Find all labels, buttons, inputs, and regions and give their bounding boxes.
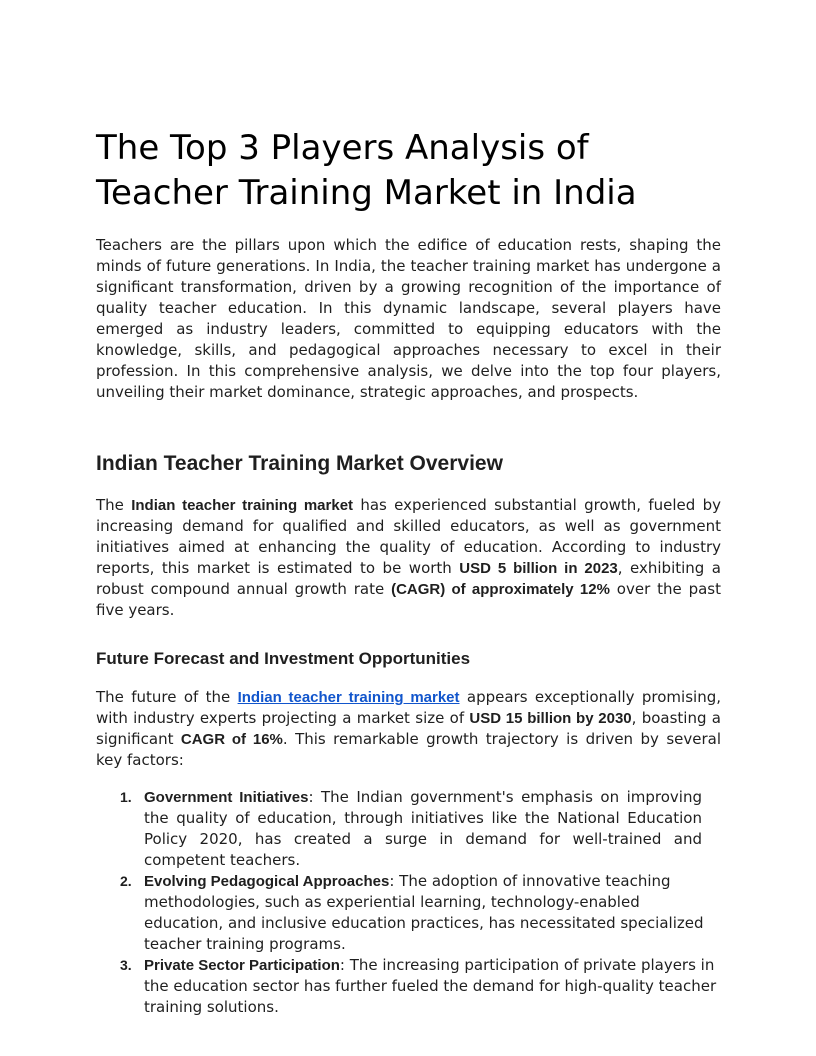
intro-paragraph: Teachers are the pillars upon which the edifice of education rests, shaping the minds of future generations. In India, the teacher training market has undergone a significant transformation, driven by a growing recognition of the importance of quality teacher education. In this dynamic landscape, several players have emerged as industry leaders, committed to equipping educators with the knowledge, skills, and pedagogical approaches necessary to excel in their profession. In this comprehensive analysis, we delve into the top four players, unveiling their market dominance, strategic approaches, and prospects. [96, 236, 721, 401]
overview-paragraph [96, 495, 721, 621]
list-number: 2. [120, 873, 132, 889]
overview-bold-cagr: (CAGR) of approximately 12% [391, 581, 610, 598]
market-link[interactable]: Indian teacher training market [237, 689, 460, 706]
overview-text-1: The [96, 496, 132, 514]
forecast-paragraph [96, 687, 721, 771]
key-factors-list [96, 787, 721, 1018]
overview-heading: Indian Teacher Training Market Overview [96, 452, 503, 475]
document-title [96, 126, 721, 216]
forecast-bold-cagr: CAGR of 16% [180, 731, 283, 748]
list-item-text [144, 871, 721, 955]
forecast-text-1: The future of the [96, 688, 238, 706]
list-item-description: : The adoption of innovative teaching methodologies, such as experiential learning, technology-enabled education, and inclusive education practices, has necessitated specialized teacher training programs. [144, 872, 704, 953]
list-number: 3. [120, 957, 132, 973]
overview-bold-value: USD 5 billion in 2023 [459, 560, 618, 577]
list-item-description: : The Indian government's emphasis on improving the quality of education, through initiatives like the National Education Policy 2020, has created a surge in demand for well-trained and competent teachers. [144, 788, 702, 869]
forecast-text-2: appears exceptionally promising, with industry experts projecting a market size of [96, 688, 721, 727]
list-item [96, 787, 721, 871]
forecast-text-3: , boasting a significant [96, 709, 721, 748]
forecast-text-4: . This remarkable growth trajectory is driven by several key factors: [96, 730, 721, 769]
list-item-description: : The increasing participation of private players in the education sector has further fueled the demand for high-quality teacher training solutions. [144, 956, 717, 1016]
overview-text-2: has experienced substantial growth, fueled by increasing demand for qualified and skilled educators, as well as government initiatives aimed at enhancing the quality of education. According to industry reports, this market is estimated to be worth [96, 496, 721, 577]
title-line-2: Teacher Training Market in India [96, 173, 637, 213]
list-number: 1. [120, 789, 132, 805]
forecast-heading: Future Forecast and Investment Opportunities [96, 649, 471, 668]
list-item [96, 871, 721, 955]
list-item-text [144, 955, 721, 1018]
forecast-bold-size: USD 15 billion by 2030 [469, 710, 632, 727]
list-item-title: Evolving Pedagogical Approaches [144, 873, 390, 890]
list-item-title: Government Initiatives [144, 789, 309, 806]
title-line-1: The Top 3 Players Analysis of [96, 128, 589, 168]
overview-text-3: , exhibiting a robust compound annual growth rate [96, 559, 722, 598]
list-item [96, 955, 721, 1018]
overview-text-4: over the past five years. [96, 580, 721, 619]
list-item-title: Private Sector Participation [144, 957, 340, 974]
list-item-text [144, 787, 702, 871]
overview-bold-market: Indian teacher training market [131, 497, 354, 514]
